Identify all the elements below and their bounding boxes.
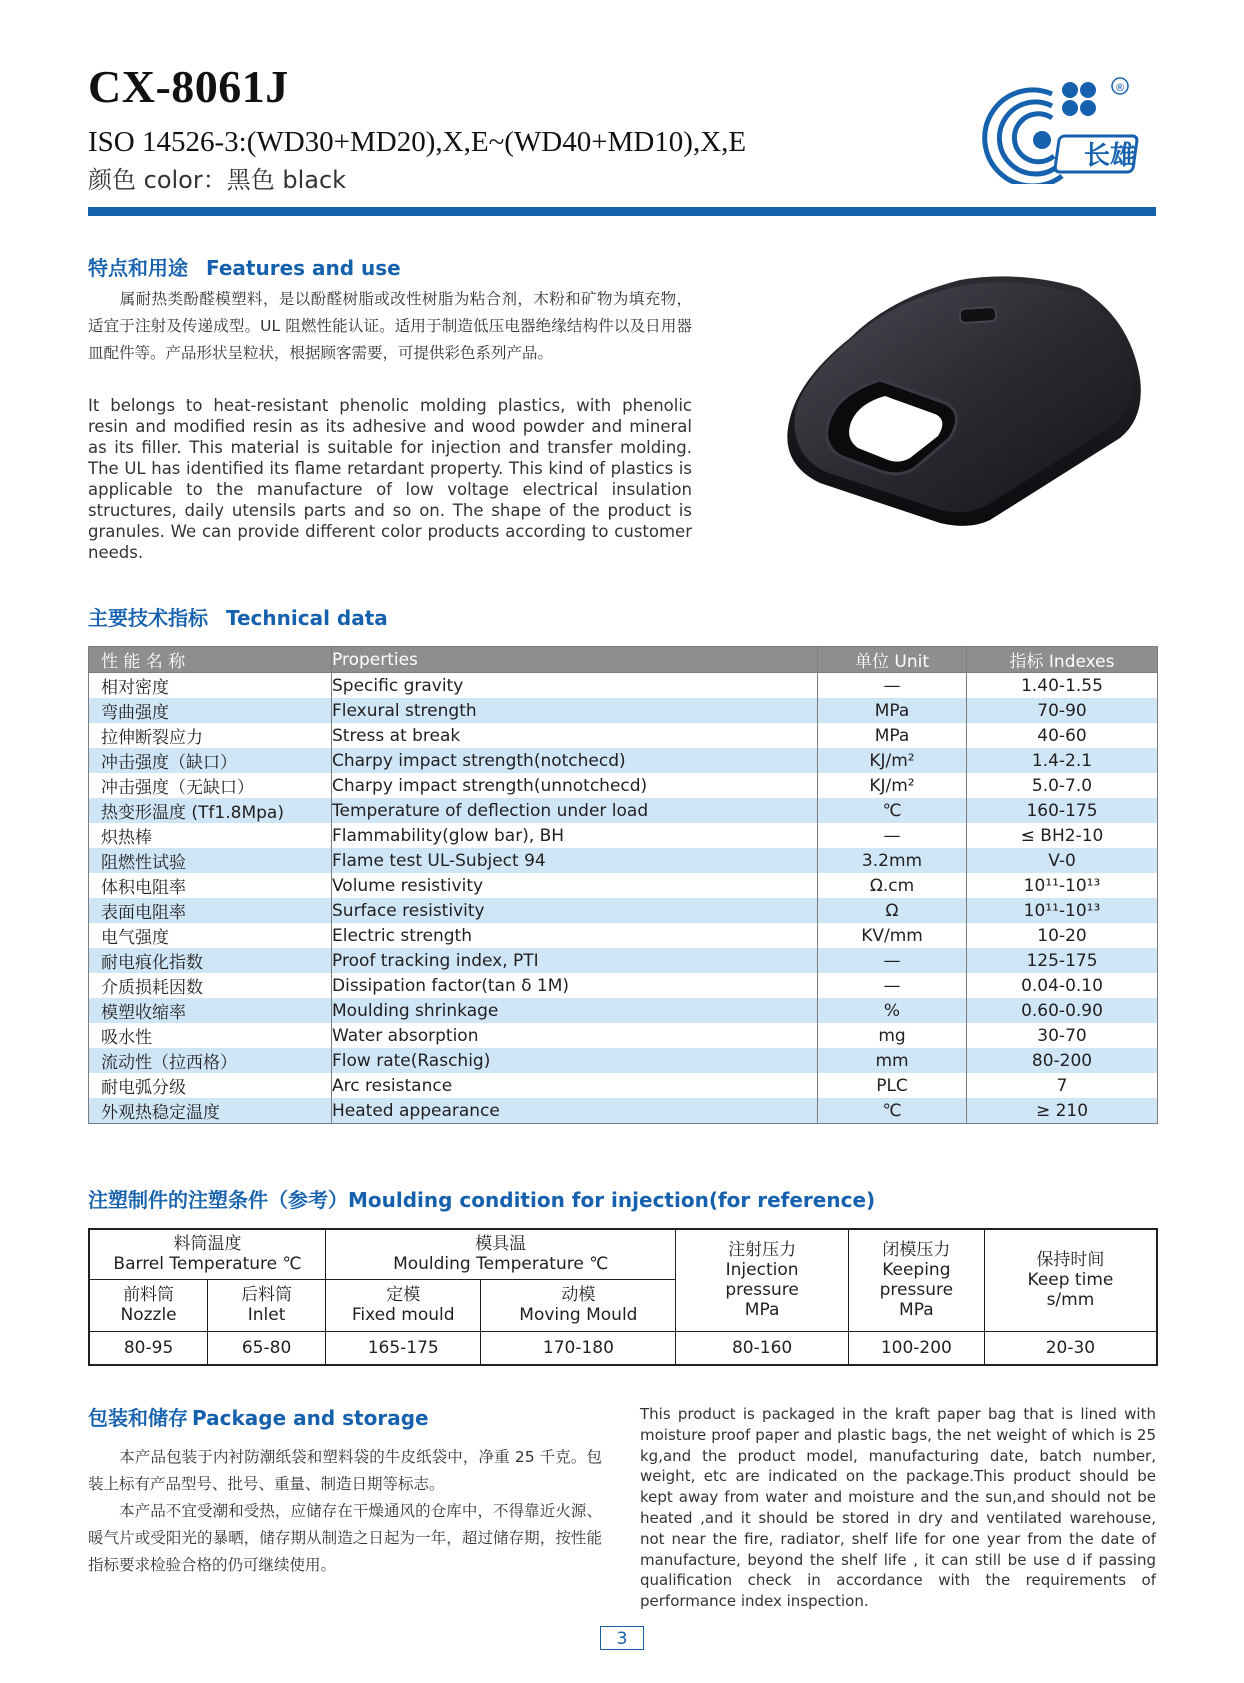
keeping-pressure-header: 闭模压力 Keeping pressure MPa (848, 1229, 984, 1331)
table-row (89, 973, 1158, 998)
table-row (89, 948, 1158, 973)
value-cell: ≥ 210 (967, 1098, 1158, 1124)
property-en-cell: Flammability(glow bar), BH (332, 823, 818, 848)
table-row (89, 1048, 1158, 1073)
value-cell: 7 (967, 1073, 1158, 1098)
table-row (89, 1073, 1158, 1098)
header-en-property: Properties (332, 647, 818, 673)
value-cell: 10-20 (967, 923, 1158, 948)
unit-cell: Ω.cm (818, 873, 967, 898)
unit-cell: 3.2mm (818, 848, 967, 873)
property-cn-cell: 相对密度 (89, 673, 332, 699)
property-cn-cell: 模塑收缩率 (89, 998, 332, 1023)
injection-pressure-header: 注射压力 Injection pressure MPa (676, 1229, 848, 1331)
value-cell: 70-90 (967, 698, 1158, 723)
inlet-value: 65-80 (208, 1331, 326, 1365)
barrel-temperature-header: 料筒温度 Barrel Temperature ℃ (89, 1229, 326, 1279)
property-cn-cell: 体积电阻率 (89, 873, 332, 898)
property-cn-cell: 耐电痕化指数 (89, 948, 332, 973)
unit-cell: MPa (818, 698, 967, 723)
value-cell: 10¹¹-10¹³ (967, 898, 1158, 923)
value-cell: 5.0-7.0 (967, 773, 1158, 798)
table-row (89, 923, 1158, 948)
page-number: 3 (600, 1626, 644, 1650)
value-cell: 125-175 (967, 948, 1158, 973)
moving-mould-value: 170-180 (481, 1331, 676, 1365)
table-row (89, 673, 1158, 699)
header-indexes: 指标 Indexes (967, 647, 1158, 673)
unit-cell: ℃ (818, 798, 967, 823)
property-en-cell: Charpy impact strength(notchecd) (332, 748, 818, 773)
registered-mark: ® (1114, 81, 1126, 94)
value-cell: 0.60-0.90 (967, 998, 1158, 1023)
value-cell: 30-70 (967, 1023, 1158, 1048)
unit-cell: PLC (818, 1073, 967, 1098)
inlet-header: 后料筒 Inlet (208, 1279, 326, 1331)
property-en-cell: Flow rate(Raschig) (332, 1048, 818, 1073)
fixed-mould-value: 165-175 (326, 1331, 481, 1365)
property-en-cell: Flexural strength (332, 698, 818, 723)
unit-cell: — (818, 948, 967, 973)
nozzle-header: 前料筒 Nozzle (89, 1279, 208, 1331)
property-en-cell: Specific gravity (332, 673, 818, 699)
property-cn-cell: 弯曲强度 (89, 698, 332, 723)
table-row (89, 773, 1158, 798)
property-en-cell: Stress at break (332, 723, 818, 748)
property-cn-cell: 表面电阻率 (89, 898, 332, 923)
iso-spec: ISO 14526-3:(WD30+MD20),X,E~(WD40+MD10),X,E (88, 126, 747, 158)
product-image (760, 268, 1158, 536)
unit-cell: ℃ (818, 1098, 967, 1124)
value-cell: 1.40-1.55 (967, 673, 1158, 699)
unit-cell: % (818, 998, 967, 1023)
property-cn-cell: 电气强度 (89, 923, 332, 948)
table-row (89, 748, 1158, 773)
table-header-row (89, 647, 1158, 673)
property-cn-cell: 流动性（拉西格） (89, 1048, 332, 1073)
table-row (89, 823, 1158, 848)
property-cn-cell: 拉伸断裂应力 (89, 723, 332, 748)
features-heading: 特点和用途 Features and use (88, 256, 401, 280)
value-cell: ≤ BH2-10 (967, 823, 1158, 848)
table-row (89, 798, 1158, 823)
property-en-cell: Heated appearance (332, 1098, 818, 1124)
unit-cell: Ω (818, 898, 967, 923)
value-cell: 40-60 (967, 723, 1158, 748)
table-row (89, 1023, 1158, 1048)
property-en-cell: Flame test UL-Subject 94 (332, 848, 818, 873)
table-row (89, 698, 1158, 723)
unit-cell: mm (818, 1048, 967, 1073)
package-chinese-text-1: 本产品包装于内衬防潮纸袋和塑料袋的牛皮纸袋中，净重 25 千克。包装上标有产品型号、批号、重量、制造日期等标志。 (88, 1448, 602, 1493)
moulding-values-row (89, 1331, 1157, 1365)
technical-heading: 主要技术指标 Technical data (88, 606, 388, 630)
property-en-cell: Temperature of deflection under load (332, 798, 818, 823)
property-cn-cell: 介质损耗因数 (89, 973, 332, 998)
table-row (89, 1098, 1158, 1124)
property-en-cell: Volume resistivity (332, 873, 818, 898)
header-unit: 单位 Unit (818, 647, 967, 673)
property-cn-cell: 吸水性 (89, 1023, 332, 1048)
property-en-cell: Moulding shrinkage (332, 998, 818, 1023)
header-cn-property: 性 能 名 称 (89, 647, 332, 673)
table-row (89, 998, 1158, 1023)
table-row (89, 723, 1158, 748)
unit-cell: KJ/m² (818, 773, 967, 798)
unit-cell: — (818, 673, 967, 699)
keeping-pressure-value: 100-200 (848, 1331, 984, 1365)
property-en-cell: Dissipation factor(tan δ 1M) (332, 973, 818, 998)
property-en-cell: Electric strength (332, 923, 818, 948)
property-cn-cell: 耐电弧分级 (89, 1073, 332, 1098)
table-row (89, 848, 1158, 873)
table-row (89, 898, 1158, 923)
property-cn-cell: 热变形温度 (Tf1.8Mpa) (89, 798, 332, 823)
unit-cell: — (818, 823, 967, 848)
features-english-text: It belongs to heat-resistant phenolic molding plastics, with phenolic resin and modified resin as its adhesive and wood powder and mineral as its filler. This material is suitable for injection and transfer molding. The UL has identified its flame retardant property. This kind of plastics is applicable to the manufacture of low voltage electrical insulation structures, daily utensils parts and so on. The shape of the product is granules. We can provide different color products according to customer needs. (88, 396, 692, 562)
property-en-cell: Charpy impact strength(unnotchecd) (332, 773, 818, 798)
property-cn-cell: 外观热稳定温度 (89, 1098, 332, 1124)
unit-cell: MPa (818, 723, 967, 748)
property-cn-cell: 冲击强度（缺口） (89, 748, 332, 773)
features-chinese-text: 属耐热类酚醛模塑料，是以酚醛树脂或改性树脂为粘合剂，木粉和矿物为填充物，适宜于注射及传递成型。UL 阻燃性能认证。适用于制造低压电器绝缘结构件以及日用器皿配件等。产品形状呈粒状，根据顾客需要，可提供彩色系列产品。 (88, 290, 692, 362)
fixed-mould-header: 定模 Fixed mould (326, 1279, 481, 1331)
value-cell: 80-200 (967, 1048, 1158, 1073)
injection-pressure-value: 80-160 (676, 1331, 848, 1365)
property-en-cell: Proof tracking index, PTI (332, 948, 818, 973)
unit-cell: KV/mm (818, 923, 967, 948)
keep-time-value: 20-30 (984, 1331, 1157, 1365)
nozzle-value: 80-95 (89, 1331, 208, 1365)
model-title: CX-8061J (88, 61, 289, 112)
moulding-table (88, 1228, 1158, 1366)
package-chinese-text-2: 本产品不宜受潮和受热，应储存在干燥通风的仓库中，不得靠近火源、暖气片或受阳光的暴晒，储存期从制造之日起为一年，超过储存期，按性能指标要求检验合格的仍可继续使用。 (88, 1502, 602, 1574)
value-cell: 1.4-2.1 (967, 748, 1158, 773)
technical-data-table (88, 646, 1158, 1124)
property-en-cell: Arc resistance (332, 1073, 818, 1098)
value-cell: V-0 (967, 848, 1158, 873)
property-en-cell: Surface resistivity (332, 898, 818, 923)
value-cell: 10¹¹-10¹³ (967, 873, 1158, 898)
value-cell: 0.04-0.10 (967, 973, 1158, 998)
mould-temperature-header: 模具温 Moulding Temperature ℃ (326, 1229, 676, 1279)
property-cn-cell: 冲击强度（无缺口） (89, 773, 332, 798)
value-cell: 160-175 (967, 798, 1158, 823)
keep-time-header: 保持时间 Keep time s/mm (984, 1229, 1157, 1331)
package-english-text: This product is packaged in the kraft paper bag that is lined with moisture proof paper and plastic bags, the net weight of which is 25 kg,and the product model, manufacturing date, batch number, weight, etc are indicated on the package.This product should be kept away from water and moisture and the sun,and should not be heated ,and it should be stored in dry and ventilated warehouse, not near the fire, radiator, shelf life for one year from the date of manufacture, beyond the shelf life , it can still be use d if passing qualification check in accordance with the requirements of performance index inspection. (640, 1405, 1156, 1611)
color-label: 颜色 color：黑色 black (88, 166, 347, 194)
property-cn-cell: 阻燃性试验 (89, 848, 332, 873)
logo-text: 长雄 (1083, 141, 1137, 171)
unit-cell: — (818, 973, 967, 998)
property-en-cell: Water absorption (332, 1023, 818, 1048)
unit-cell: KJ/m² (818, 748, 967, 773)
table-row (89, 873, 1158, 898)
moving-mould-header: 动模 Moving Mould (481, 1279, 676, 1331)
brand-logo (982, 76, 1162, 184)
moulding-heading: 注塑制件的注塑条件（参考）Moulding condition for injection(for reference) (88, 1188, 876, 1212)
header-rule (88, 207, 1156, 216)
property-cn-cell: 炽热棒 (89, 823, 332, 848)
package-heading: 包装和储存 Package and storage (88, 1406, 429, 1430)
unit-cell: mg (818, 1023, 967, 1048)
